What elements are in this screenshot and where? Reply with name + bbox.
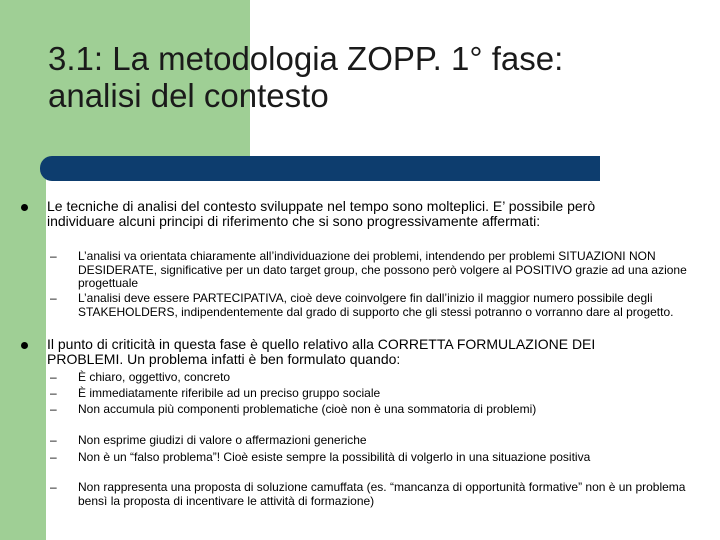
dash-icon: – [50, 433, 57, 447]
title-line-2: analisi del contesto [48, 77, 329, 114]
title-line-1: 3.1: La metodologia ZOPP. 1° fase: [48, 40, 564, 77]
dash-icon: – [50, 386, 57, 400]
dash-icon: – [50, 480, 57, 494]
subitem-2-4-text: Non esprime giudizi di valore o affermazioni generiche [78, 433, 367, 447]
accent-strip-left [0, 170, 46, 540]
bullet-2-text: Il punto di criticità in questa fase è quello relativo alla CORRETTA FORMULAZIONE DEI PROBLEMI. Un problema infatti è ben formulato quando: [47, 336, 596, 367]
dash-icon: – [50, 249, 57, 263]
subitem-1-2-text: L’analisi deve essere PARTECIPATIVA, cioè deve coinvolgere fin dall’inizio il maggior numero possibile degli STAKEHOLDERS, indipendentemente dal grado di supporto che gli stessi potranno o vorranno dare al progetto. [78, 291, 674, 319]
subitem-1-2 [50, 291, 694, 319]
subitem-1-1-text: L’analisi va orientata chiaramente all’individuazione dei problemi, intendendo per problemi SITUAZIONI NON DESIDERATE, significative per un dato target group, che possono però volgere al POSITIVO grazie ad una azione progettuale [78, 249, 687, 290]
bullet-dot-icon [21, 342, 28, 349]
slide-title [48, 40, 698, 114]
subitem-2-6-text: Non rappresenta una proposta di soluzione camuffata (es. “mancanza di opportunità formative” non è un problema bensì la proposta di incentivare le attività di formazione) [78, 480, 686, 508]
subitem-2-5 [50, 450, 694, 465]
subitem-2-1-text: È chiaro, oggettivo, concreto [78, 370, 231, 384]
subitem-2-4 [50, 433, 694, 448]
dash-icon: – [50, 370, 57, 384]
bullet-1-text: Le tecniche di analisi del contesto sviluppate nel tempo sono molteplici. E’ possibile però individuare alcuni principi di riferimento che si sono progressivamente affermati: [47, 198, 596, 229]
subitem-2-2 [50, 386, 694, 401]
subitem-2-2-text: È immediatamente riferibile ad un preciso gruppo sociale [78, 386, 381, 400]
subitem-2-3 [50, 402, 694, 417]
dash-icon: – [50, 450, 57, 464]
dash-icon: – [50, 291, 57, 305]
subitem-1-1 [50, 249, 694, 291]
subitem-2-6 [50, 480, 694, 508]
bullet-dot-icon [21, 204, 28, 211]
title-divider-bar [40, 156, 600, 181]
bullet-2 [47, 337, 657, 367]
subitem-2-5-text: Non è un “falso problema”! Cioè esiste sempre la possibilità di volgerlo in una situazione positiva [78, 450, 591, 464]
bullet-1 [47, 199, 657, 229]
subitem-2-3-text: Non accumula più componenti problematiche (cioè non è una sommatoria di problemi) [78, 402, 537, 416]
dash-icon: – [50, 402, 57, 416]
subitem-2-1 [50, 370, 694, 385]
